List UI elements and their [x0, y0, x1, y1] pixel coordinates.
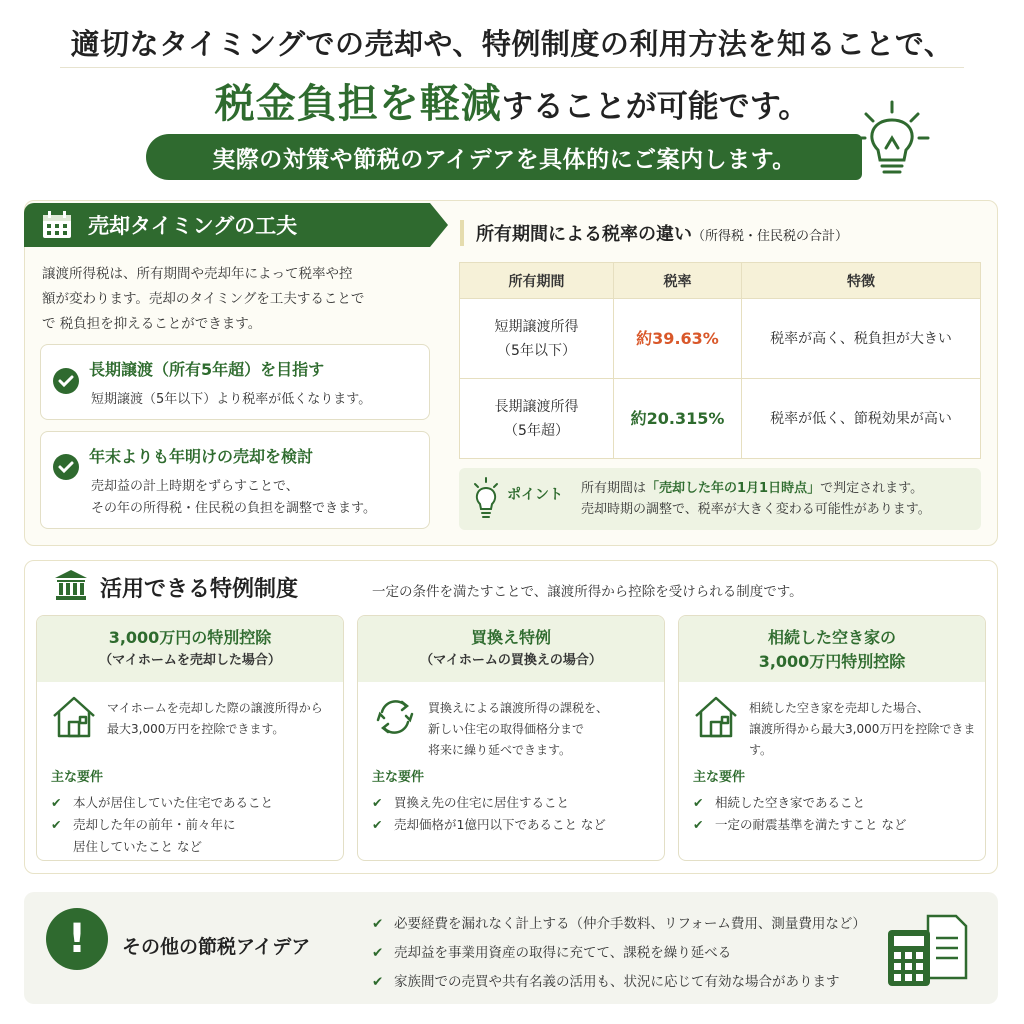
calculator-icon — [884, 912, 970, 988]
check-circle-icon — [53, 368, 79, 394]
tip-desc: 短期譲渡（5年以下）より税率が低くなります。 — [91, 392, 372, 407]
point-label: ポイント — [507, 487, 563, 503]
special-desc: 一定の条件を満たすことで、譲渡所得から控除を受けられる制度です。 — [372, 584, 803, 600]
period-cell: 短期譲渡所得 （5年以下） — [460, 299, 614, 379]
header-line1: 適切なタイミングでの売却や、特例制度の利用方法を知ることで、 — [70, 27, 954, 61]
tip-title: 年末よりも年明けの売却を検討 — [89, 447, 314, 466]
feature-cell: 税率が低く、節税効果が高い — [742, 379, 981, 459]
req-label: 主な要件 — [51, 770, 104, 785]
calendar-icon — [42, 211, 72, 239]
header-line2-rest: することが可能です。 — [501, 89, 810, 125]
list-item: ✔ 本人が居住していた住宅であること — [51, 795, 274, 810]
tip-desc: 売却益の計上時期をずらすことで、 その年の所得税・住民税の負担を調整できます。 — [91, 479, 376, 516]
card-subtitle: （マイホームの買換えの場合） — [420, 653, 602, 668]
req-list — [372, 792, 606, 836]
list-item: ✔ 売却した年の前年・前々年に — [51, 817, 236, 832]
card-title-2: 3,000万円特別控除 — [758, 652, 906, 671]
timing-title: 売却タイミングの工夫 — [88, 214, 298, 238]
card-body: 買換えによる譲渡所得の課税を、 新しい住宅の取得価格分まで 将来に繰り延べできます。 — [428, 701, 609, 757]
list-item: ✔ 売却益を事業用資産の取得に充てて、課税を繰り延べる — [372, 945, 732, 961]
timing-intro-line: 譲渡所得税は、所有期間や売却年によって税率や控 — [42, 266, 353, 282]
list-item: ✔ 必要経費を漏れなく計上する（仲介手数料、リフォーム費用、測量費用など） — [372, 916, 866, 932]
rates-subtitle: （所得税・住民税の合計） — [692, 229, 849, 244]
check-circle-icon — [53, 454, 79, 480]
special-card — [678, 615, 986, 861]
req-label: 主な要件 — [372, 770, 425, 785]
rates-title: 所有期間による税率の違い（所得税・住民税の合計） — [460, 220, 848, 246]
special-card — [36, 615, 344, 861]
rate-cell: 約39.63% — [614, 299, 742, 379]
req-list — [51, 792, 273, 858]
req-label: 主な要件 — [693, 770, 746, 785]
list-item: ✔ 家族間での売買や共有名義の活用も、状況に応じて有効な場合があります — [372, 974, 840, 990]
card-title: 3,000万円の特別控除 — [108, 628, 272, 647]
header-banner: 実際の対策や節税のアイデアを具体的にご案内します。 — [146, 134, 862, 180]
list-item: ✔ 相続した空き家であること — [693, 795, 866, 810]
list-item: ✔ 一定の耐震基準を満たすこと など — [693, 817, 907, 832]
header-highlight: 税金負担を軽減 — [214, 81, 502, 127]
table-row — [460, 299, 981, 379]
point-box — [459, 468, 981, 530]
card-body: 相続した空き家を売却した場合、 譲渡所得から最大3,000万円を控除できます。 — [749, 701, 976, 757]
period-cell: 長期譲渡所得 （5年超） — [460, 379, 614, 459]
header-divider — [60, 67, 964, 68]
other-list — [372, 910, 866, 997]
house-icon — [51, 694, 97, 740]
tip-title: 長期譲渡（所有5年超）を目指す — [89, 360, 325, 379]
rates-header: 所有期間 — [460, 263, 614, 299]
table-row — [460, 379, 981, 459]
feature-cell: 税率が高く、税負担が大きい — [742, 299, 981, 379]
req-list — [693, 792, 906, 836]
card-subtitle: （マイホームを売却した場合） — [99, 653, 281, 668]
rates-table — [459, 262, 981, 459]
timing-intro-line: 額が変わります。売却のタイミングを工夫することで — [42, 291, 365, 307]
card-body: マイホームを売却した際の譲渡所得から 最大3,000万円を控除できます。 — [107, 701, 323, 736]
exchange-icon — [372, 694, 418, 740]
timing-intro — [42, 262, 422, 337]
house-icon — [693, 694, 739, 740]
rate-cell: 約20.315% — [614, 379, 742, 459]
exclamation-icon: ! — [46, 908, 108, 970]
other-title: その他の節税アイデア — [122, 936, 311, 958]
bank-icon — [54, 568, 88, 602]
lightbulb-icon — [852, 98, 932, 182]
lightbulb-icon — [471, 476, 501, 520]
special-title: 活用できる特例制度 — [100, 577, 299, 602]
special-card — [357, 615, 665, 861]
list-item: ✔ 買換え先の住宅に居住すること — [372, 795, 570, 810]
timing-intro-line: で 税負担を抑えることができます。 — [42, 316, 262, 332]
timing-tip-card — [40, 344, 430, 420]
list-item: ✔ 売却価格が1億円以下であること など — [372, 817, 606, 832]
rates-header: 税率 — [614, 263, 742, 299]
list-item-cont: 居住していたこと など — [73, 839, 202, 854]
timing-tip-card — [40, 431, 430, 529]
card-title: 相続した空き家の — [767, 628, 896, 647]
point-text: 所有期間は「売却した年の1月1日時点」で判定されます。 売却時期の調整で、税率が大きく変わる可能性があります。 — [581, 481, 931, 517]
timing-heading — [24, 203, 430, 247]
rates-header: 特徴 — [742, 263, 981, 299]
card-title: 買換え特例 — [470, 628, 551, 647]
